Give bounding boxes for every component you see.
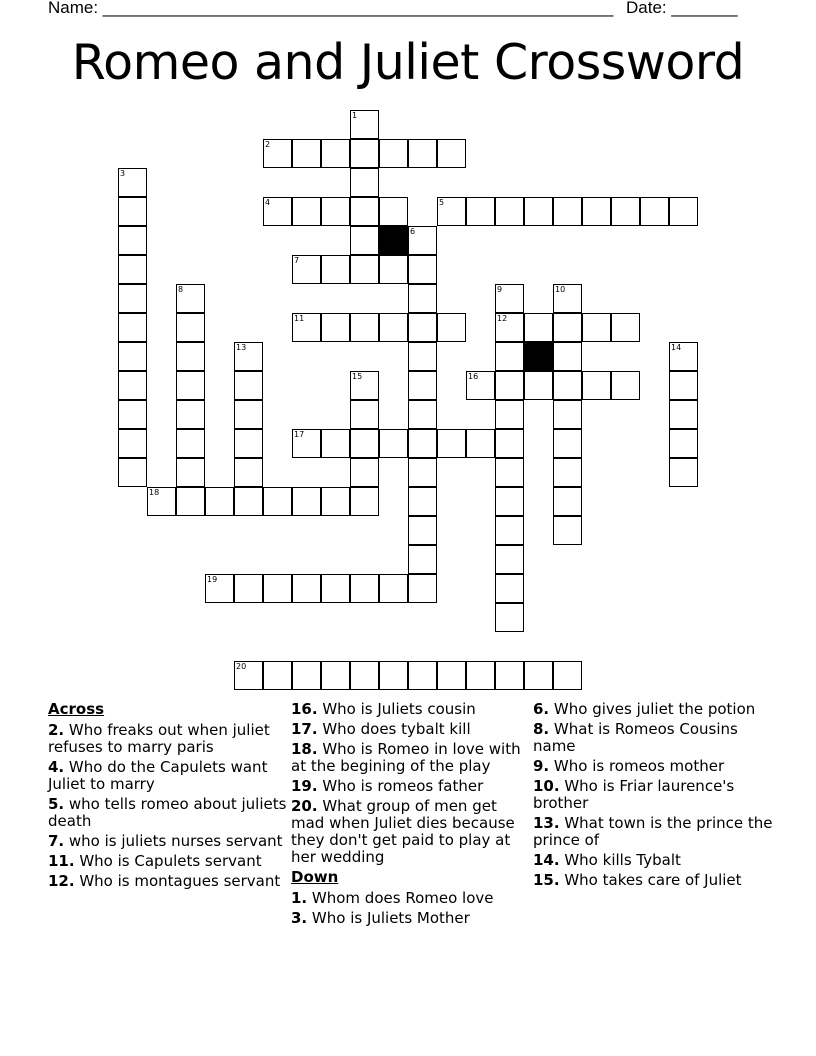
grid-cell[interactable] <box>379 574 408 603</box>
grid-cell[interactable] <box>292 661 321 690</box>
clue-number: 6 <box>410 227 416 236</box>
clue-item-number: 19. <box>291 777 318 795</box>
date-label-text: Date: <box>626 0 672 17</box>
clue-item-number: 3. <box>291 909 308 927</box>
grid-cell[interactable] <box>292 139 321 168</box>
clue-item <box>533 778 773 812</box>
grid-cell[interactable] <box>553 516 582 545</box>
clue-item-text: Who is Romeo in love with at the begining of the play <box>291 740 521 775</box>
grid-cell[interactable] <box>495 661 524 690</box>
clue-item-number: 1. <box>291 889 308 907</box>
grid-cell[interactable] <box>582 197 611 226</box>
down-heading: Down <box>291 868 339 886</box>
grid-cell[interactable] <box>524 313 553 342</box>
grid-cell[interactable] <box>524 661 553 690</box>
grid-cell[interactable] <box>292 487 321 516</box>
grid-cell[interactable] <box>379 661 408 690</box>
clue-item-text: Who kills Tybalt <box>559 851 681 869</box>
clue-item-text: Who is montagues servant <box>74 872 281 890</box>
grid-cell[interactable] <box>611 313 640 342</box>
clues-column-3 <box>533 701 773 892</box>
grid-cell[interactable] <box>611 197 640 226</box>
clue-item <box>48 759 288 793</box>
clue-number: 1 <box>352 111 358 120</box>
grid-cell[interactable] <box>408 371 437 400</box>
grid-cell[interactable] <box>553 371 582 400</box>
clue-number: 15 <box>352 372 363 381</box>
clue-item-number: 14. <box>533 851 560 869</box>
clue-item-text: Who gives juliet the potion <box>549 700 756 718</box>
grid-cell[interactable] <box>553 342 582 371</box>
grid-cell[interactable] <box>234 487 263 516</box>
clue-number: 11 <box>294 314 305 323</box>
grid-cell[interactable] <box>408 545 437 574</box>
grid-cell[interactable] <box>495 603 524 632</box>
grid-cell[interactable] <box>408 458 437 487</box>
grid-cell[interactable] <box>263 661 292 690</box>
clue-number: 7 <box>294 256 300 265</box>
across-clue-list-continued <box>291 701 531 866</box>
grid-cell[interactable] <box>524 197 553 226</box>
clue-number: 16 <box>468 372 479 381</box>
grid-cell[interactable] <box>408 400 437 429</box>
grid-cell[interactable] <box>495 371 524 400</box>
grid-cell[interactable] <box>495 516 524 545</box>
clue-item <box>533 852 773 869</box>
grid-cell[interactable] <box>495 197 524 226</box>
grid-cell[interactable] <box>553 458 582 487</box>
grid-cell[interactable] <box>118 342 147 371</box>
clue-item-number: 9. <box>533 757 550 775</box>
grid-cell[interactable] <box>321 574 350 603</box>
clue-item <box>533 758 773 775</box>
grid-cell[interactable] <box>176 487 205 516</box>
grid-cell[interactable] <box>118 458 147 487</box>
clue-item-number: 13. <box>533 814 560 832</box>
clue-item <box>291 701 531 718</box>
clue-item-text: Who is romeos mother <box>549 757 725 775</box>
grid-cell[interactable] <box>350 458 379 487</box>
clue-item-text: What group of men get mad when Juliet dies because they don't get paid to play at her wedding <box>291 797 515 866</box>
grid-cell[interactable] <box>350 255 379 284</box>
grid-cell[interactable] <box>234 400 263 429</box>
grid-cell[interactable] <box>408 661 437 690</box>
grid-cell[interactable] <box>321 661 350 690</box>
clue-number: 3 <box>120 169 126 178</box>
clue-item-text: Who is romeos father <box>317 777 484 795</box>
grid-cell[interactable] <box>408 574 437 603</box>
clue-number: 19 <box>207 575 218 584</box>
grid-cell[interactable] <box>176 400 205 429</box>
grid-cell[interactable] <box>553 313 582 342</box>
grid-cell[interactable] <box>321 197 350 226</box>
grid-cell[interactable] <box>350 197 379 226</box>
grid-cell[interactable] <box>669 400 698 429</box>
clue-item-number: 5. <box>48 795 65 813</box>
clue-item-text: Who do the Capulets want Juliet to marry <box>48 758 268 793</box>
grid-cell[interactable] <box>611 371 640 400</box>
grid-cell[interactable] <box>669 371 698 400</box>
grid-cell[interactable] <box>408 342 437 371</box>
clue-item-text: who is juliets nurses servant <box>64 832 283 850</box>
clues-column-2 <box>291 701 531 930</box>
clue-item <box>291 721 531 738</box>
grid-cell[interactable] <box>495 574 524 603</box>
grid-cell[interactable] <box>379 429 408 458</box>
grid-cell[interactable] <box>321 255 350 284</box>
grid-cell[interactable] <box>118 400 147 429</box>
clue-item <box>291 778 531 795</box>
clue-item <box>291 910 531 927</box>
clue-item-number: 16. <box>291 700 318 718</box>
clue-number: 9 <box>497 285 503 294</box>
grid-cell[interactable] <box>408 313 437 342</box>
grid-cell[interactable] <box>495 545 524 574</box>
grid-cell[interactable] <box>321 429 350 458</box>
grid-cell[interactable] <box>379 313 408 342</box>
clue-item-text: Who is Juliets Mother <box>307 909 470 927</box>
grid-cell[interactable] <box>553 661 582 690</box>
grid-cell[interactable] <box>524 371 553 400</box>
grid-cell[interactable] <box>263 487 292 516</box>
grid-cell[interactable] <box>176 313 205 342</box>
grid-cell[interactable] <box>118 284 147 313</box>
grid-cell[interactable] <box>350 313 379 342</box>
clue-item <box>533 721 773 755</box>
clues-column-1 <box>48 701 288 893</box>
page-title: Romeo and Juliet Crossword <box>71 34 745 91</box>
down-clue-list <box>291 890 531 927</box>
clue-item-number: 18. <box>291 740 318 758</box>
grid-cell[interactable] <box>379 197 408 226</box>
grid-cell[interactable] <box>495 400 524 429</box>
grid-cell[interactable] <box>466 197 495 226</box>
clue-item-text: Who takes care of Juliet <box>559 871 742 889</box>
grid-cell[interactable] <box>553 487 582 516</box>
grid-cell[interactable] <box>350 661 379 690</box>
clue-item-number: 4. <box>48 758 65 776</box>
grid-cell[interactable] <box>495 342 524 371</box>
grid-cell[interactable] <box>495 458 524 487</box>
grid-cell[interactable] <box>234 458 263 487</box>
black-square <box>524 342 553 371</box>
grid-cell[interactable] <box>176 342 205 371</box>
grid-cell[interactable] <box>640 197 669 226</box>
grid-cell[interactable] <box>176 458 205 487</box>
grid-cell[interactable] <box>350 574 379 603</box>
clue-item-text: What town is the prince the prince of <box>533 814 773 849</box>
clue-item <box>533 701 773 718</box>
grid-cell[interactable] <box>321 313 350 342</box>
clue-item <box>48 873 288 890</box>
grid-cell[interactable] <box>292 574 321 603</box>
clue-item-text: Whom does Romeo love <box>307 889 494 907</box>
clue-item-number: 11. <box>48 852 75 870</box>
name-label-text: Name: <box>48 0 103 17</box>
down-clue-list-continued <box>533 701 773 889</box>
grid-cell[interactable] <box>350 400 379 429</box>
grid-cell[interactable] <box>466 429 495 458</box>
clue-item <box>291 890 531 907</box>
grid-cell[interactable] <box>408 255 437 284</box>
clue-number: 2 <box>265 140 271 149</box>
grid-cell[interactable] <box>205 487 234 516</box>
clue-item-text: Who is Friar laurence's brother <box>533 777 735 812</box>
grid-cell[interactable] <box>234 371 263 400</box>
clue-number: 18 <box>149 488 160 497</box>
grid-cell[interactable] <box>408 139 437 168</box>
grid-cell[interactable] <box>350 168 379 197</box>
clue-item-text: Who does tybalt kill <box>317 720 471 738</box>
clue-item-number: 15. <box>533 871 560 889</box>
grid-cell[interactable] <box>350 487 379 516</box>
clue-number: 17 <box>294 430 305 439</box>
clue-item <box>48 796 288 830</box>
clue-number: 5 <box>439 198 445 207</box>
grid-cell[interactable] <box>437 429 466 458</box>
clue-number: 10 <box>555 285 566 294</box>
clue-item <box>48 833 288 850</box>
clue-item-number: 7. <box>48 832 65 850</box>
grid-cell[interactable] <box>350 139 379 168</box>
grid-cell[interactable] <box>553 400 582 429</box>
clue-item-number: 6. <box>533 700 550 718</box>
clue-item-text: who tells romeo about juliets death <box>48 795 287 830</box>
clue-item-number: 10. <box>533 777 560 795</box>
name-blank[interactable]: ______________________________________________________ <box>102 0 614 17</box>
grid-cell[interactable] <box>118 197 147 226</box>
grid-cell[interactable] <box>553 429 582 458</box>
clue-item-text: What is Romeos Cousins name <box>533 720 738 755</box>
clue-item-number: 20. <box>291 797 318 815</box>
clue-item <box>291 741 531 775</box>
grid-cell[interactable] <box>292 197 321 226</box>
clue-number: 13 <box>236 343 247 352</box>
clue-item <box>533 872 773 889</box>
grid-cell[interactable] <box>379 255 408 284</box>
grid-cell[interactable] <box>408 487 437 516</box>
grid-cell[interactable] <box>669 429 698 458</box>
clue-item-text: Who freaks out when juliet refuses to marry paris <box>48 721 270 756</box>
grid-cell[interactable] <box>350 226 379 255</box>
grid-cell[interactable] <box>321 487 350 516</box>
grid-cell[interactable] <box>118 371 147 400</box>
grid-cell[interactable] <box>437 139 466 168</box>
clue-item-number: 8. <box>533 720 550 738</box>
clue-number: 14 <box>671 343 682 352</box>
clue-item-text: Who is Juliets cousin <box>317 700 476 718</box>
clue-item-number: 2. <box>48 721 65 739</box>
grid-cell[interactable] <box>176 429 205 458</box>
grid-cell[interactable] <box>437 313 466 342</box>
grid-cell[interactable] <box>176 371 205 400</box>
clue-item-text: Who is Capulets servant <box>74 852 262 870</box>
grid-cell[interactable] <box>408 284 437 313</box>
clue-item-number: 12. <box>48 872 75 890</box>
clue-number: 4 <box>265 198 271 207</box>
grid-cell[interactable] <box>495 487 524 516</box>
grid-cell[interactable] <box>553 197 582 226</box>
grid-cell[interactable] <box>669 458 698 487</box>
grid-cell[interactable] <box>350 429 379 458</box>
grid-cell[interactable] <box>118 313 147 342</box>
grid-cell[interactable] <box>582 313 611 342</box>
grid-cell[interactable] <box>408 516 437 545</box>
clue-number: 12 <box>497 314 508 323</box>
across-clue-list <box>48 722 288 890</box>
across-heading: Across <box>48 700 105 718</box>
clue-item <box>533 815 773 849</box>
grid-cell[interactable] <box>118 255 147 284</box>
grid-cell[interactable] <box>408 429 437 458</box>
grid-cell[interactable] <box>321 139 350 168</box>
clue-number: 20 <box>236 662 247 671</box>
grid-cell[interactable] <box>466 661 495 690</box>
grid-cell[interactable] <box>263 574 292 603</box>
grid-cell[interactable] <box>118 429 147 458</box>
grid-cell[interactable] <box>582 371 611 400</box>
clue-item <box>48 853 288 870</box>
grid-cell[interactable] <box>118 226 147 255</box>
grid-cell[interactable] <box>234 429 263 458</box>
clue-item <box>291 798 531 866</box>
date-blank[interactable]: _______ <box>671 0 738 17</box>
grid-cell[interactable] <box>669 197 698 226</box>
clue-number: 8 <box>178 285 184 294</box>
black-square <box>379 226 408 255</box>
grid-cell[interactable] <box>437 661 466 690</box>
clue-item <box>48 722 288 756</box>
grid-cell[interactable] <box>495 429 524 458</box>
clue-item-number: 17. <box>291 720 318 738</box>
grid-cell[interactable] <box>379 139 408 168</box>
grid-cell[interactable] <box>234 574 263 603</box>
